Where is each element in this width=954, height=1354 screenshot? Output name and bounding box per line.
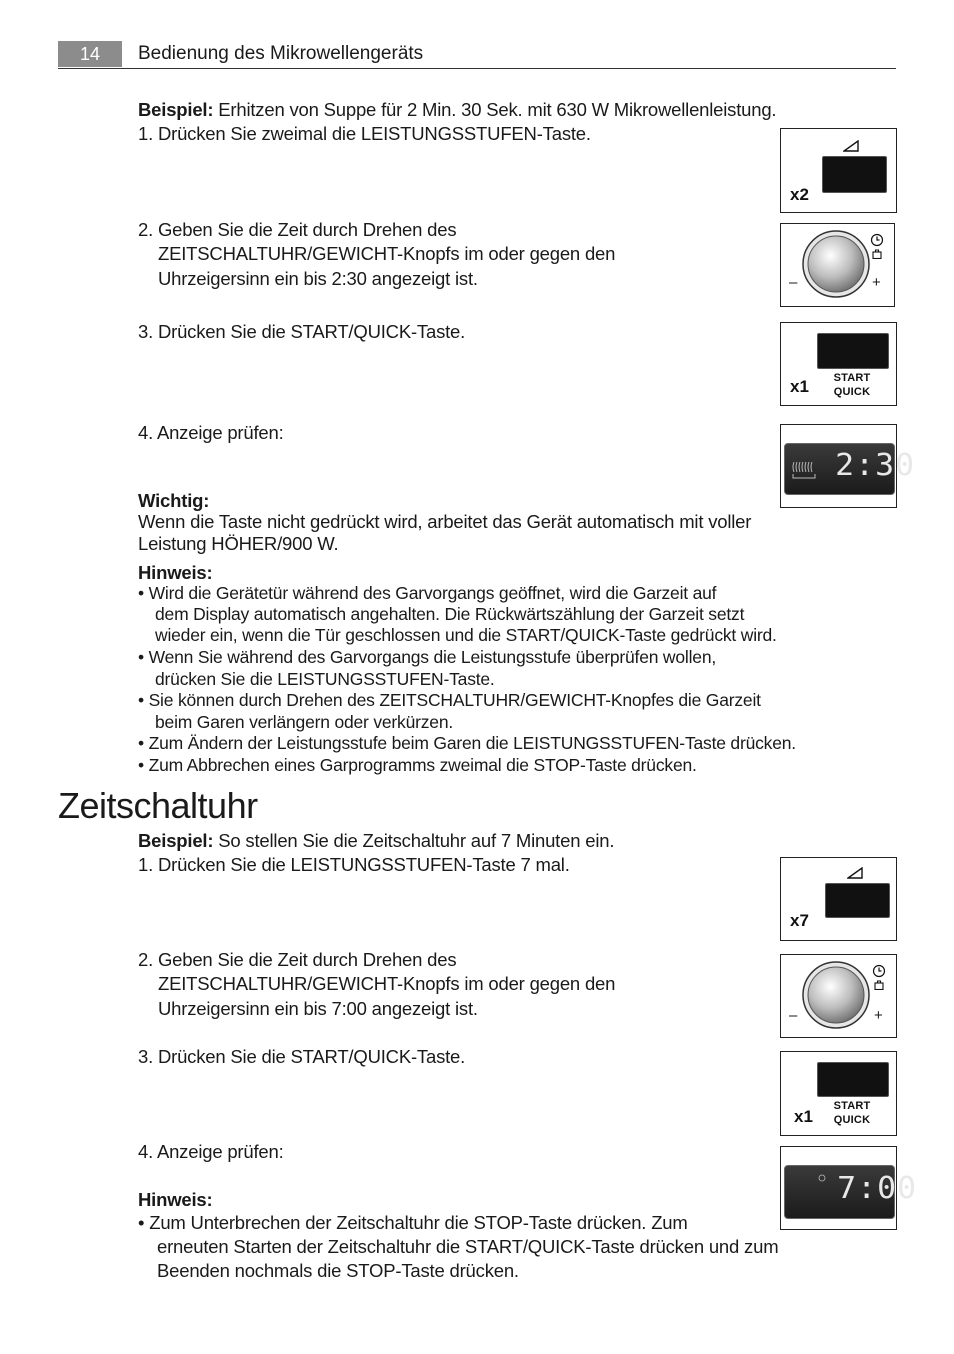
example1-text: Erhitzen von Suppe für 2 Min. 30 Sek. mit 630 W Mikrowellenleistung. <box>218 99 777 120</box>
example1-label: Beispiel: <box>138 99 214 120</box>
start-quick-button <box>817 1062 889 1097</box>
start-button-illustration <box>780 322 897 406</box>
example1-step2-line3: Uhrzeigersinn ein bis 2:30 angezeigt ist. <box>158 268 478 289</box>
power-button-illustration <box>780 128 897 213</box>
start-button-illustration <box>780 1051 897 1136</box>
example1-step1: 1. Drücken Sie zweimal die LEISTUNGSSTUFEN-Taste. <box>138 123 591 144</box>
note2-line: • Zum Unterbrechen der Zeitschaltuhr die STOP-Taste drücken. Zum <box>138 1212 688 1233</box>
clock-icon <box>870 233 884 247</box>
quick-label: QUICK <box>833 1114 871 1126</box>
display-time: 2:30 <box>835 448 916 483</box>
note1-line: • Wenn Sie während des Garvorgangs die Leistungsstufe überprüfen wollen, <box>138 647 717 667</box>
microwave-heat-icon <box>791 458 819 480</box>
start-label: START <box>833 372 871 384</box>
start-label: START <box>833 1100 871 1112</box>
power-level-icon <box>843 140 859 152</box>
example2-step2-line1: 2. Geben Sie die Zeit durch Drehen des <box>138 949 457 970</box>
page-number: 14 <box>79 44 101 64</box>
start-quick-label <box>827 1099 877 1127</box>
important-label: Wichtig: <box>138 490 210 511</box>
timer-knob-illustration <box>780 223 895 307</box>
timer-weight-knob <box>801 960 871 1030</box>
plus-label: + <box>874 1007 883 1024</box>
example2-intro <box>138 829 614 853</box>
plus-label: + <box>872 274 881 291</box>
start-quick-label <box>827 371 877 399</box>
lcd-display <box>784 1165 918 1219</box>
example1-step2-line2: ZEITSCHALTUHR/GEWICHT-Knopfs im oder gegen den <box>158 243 616 264</box>
timer-indicator-icon <box>818 1174 826 1182</box>
note1-line: dem Display automatisch angehalten. Die Rückwärtszählung der Garzeit setzt <box>155 604 745 624</box>
note1-line: • Zum Abbrechen eines Garprogramms zweimal die STOP-Taste drücken. <box>138 755 697 775</box>
minus-label: – <box>789 274 798 291</box>
example2-step1: 1. Drücken Sie die LEISTUNGSSTUFEN-Taste 7 mal. <box>138 854 570 875</box>
note1-line: • Wird die Gerätetür während des Garvorgangs geöffnet, wird die Garzeit auf <box>138 583 717 603</box>
weight-icon <box>872 249 882 259</box>
section-title: Zeitschaltuhr <box>58 785 258 826</box>
start-quick-button <box>817 333 889 369</box>
weight-icon <box>874 980 884 990</box>
note1-line: • Sie können durch Drehen des ZEITSCHALTUHR/GEWICHT-Knopfes die Garzeit <box>138 690 761 710</box>
power-level-icon <box>847 867 863 879</box>
example2-step4: 4. Anzeige prüfen: <box>138 1141 284 1162</box>
power-button-illustration <box>780 857 897 941</box>
clock-icon <box>872 964 886 978</box>
important-line1: Wenn die Taste nicht gedrückt wird, arbeitet das Gerät automatisch mit voller <box>138 511 752 532</box>
power-button <box>822 156 887 193</box>
press-count: x1 <box>794 1107 813 1126</box>
note1-line: drücken Sie die LEISTUNGSSTUFEN-Taste. <box>155 669 495 689</box>
note1-line: beim Garen verlängern oder verkürzen. <box>155 712 454 732</box>
example2-label: Beispiel: <box>138 830 214 851</box>
quick-label: QUICK <box>833 386 871 398</box>
header-title: Bedienung des Mikrowellengeräts <box>138 43 424 64</box>
example2-step3: 3. Drücken Sie die START/QUICK-Taste. <box>138 1046 466 1067</box>
timer-weight-knob <box>801 229 871 299</box>
example1-step2-line1: 2. Geben Sie die Zeit durch Drehen des <box>138 219 457 240</box>
example2-text: So stellen Sie die Zeitschaltuhr auf 7 Minuten ein. <box>218 830 615 851</box>
display-illustration <box>780 424 916 508</box>
note2-line: Beenden nochmals die STOP-Taste drücken. <box>157 1260 519 1281</box>
display-time: 7:00 <box>837 1171 918 1206</box>
display-illustration <box>780 1146 918 1230</box>
example2-step2-line2: ZEITSCHALTUHR/GEWICHT-Knopfs im oder gegen den <box>158 973 616 994</box>
example1-step3: 3. Drücken Sie die START/QUICK-Taste. <box>138 321 466 342</box>
example1-intro <box>138 98 776 122</box>
minus-label: – <box>789 1007 798 1024</box>
lcd-display <box>784 443 916 495</box>
note1-line: wieder ein, wenn die Tür geschlossen und die START/QUICK-Taste gedrückt wird. <box>155 625 777 645</box>
note1-label: Hinweis: <box>138 562 213 583</box>
power-button <box>825 883 890 918</box>
note2-line: erneuten Starten der Zeitschaltuhr die START/QUICK-Taste drücken und zum <box>157 1236 779 1257</box>
example1-step4: 4. Anzeige prüfen: <box>138 422 284 443</box>
note1-line: • Zum Ändern der Leistungsstufe beim Garen die LEISTUNGSSTUFEN-Taste drücken. <box>138 733 796 753</box>
example2-step2-line3: Uhrzeigersinn ein bis 7:00 angezeigt ist. <box>158 998 478 1019</box>
header-divider <box>58 68 896 69</box>
press-count: x1 <box>790 377 809 396</box>
press-count: x2 <box>790 185 809 204</box>
press-count: x7 <box>790 911 809 930</box>
timer-knob-illustration <box>780 954 897 1038</box>
note2-label: Hinweis: <box>138 1189 213 1210</box>
important-line2: Leistung HÖHER/900 W. <box>138 533 339 554</box>
